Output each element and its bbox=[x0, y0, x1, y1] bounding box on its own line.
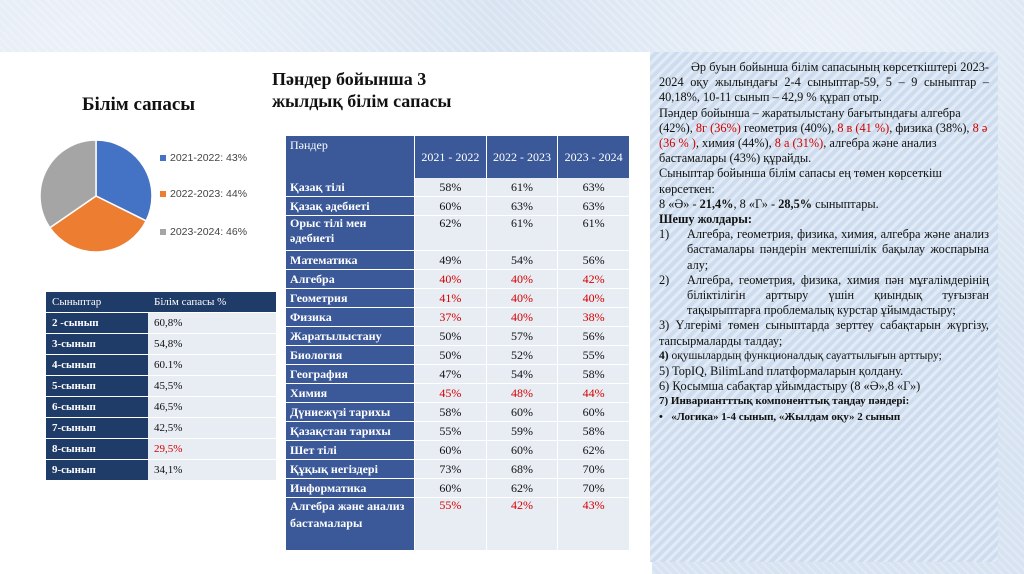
subject-name: Құқық негіздері bbox=[286, 460, 415, 479]
value-cell: 49% bbox=[415, 251, 487, 270]
solution-item: 3) Үлгерімі төмен сыныптарда зерттеу сабақтарын жүргізу, тапсырмаларды талдау; bbox=[659, 318, 989, 348]
value-cell: 38% bbox=[558, 308, 630, 327]
subject-name: Математика bbox=[286, 251, 415, 270]
column-header: 2022 - 2023 bbox=[486, 136, 558, 178]
value-cell: 52% bbox=[486, 346, 558, 365]
value-cell: 61% bbox=[486, 216, 558, 251]
legend-swatch bbox=[160, 229, 166, 235]
table-row bbox=[46, 460, 276, 481]
subject-name: Химия bbox=[286, 384, 415, 403]
legend-swatch bbox=[160, 155, 166, 161]
solution-item: • «Логика» 1-4 сынып, «Жылдам оқу» 2 сынып bbox=[659, 410, 901, 423]
table-row bbox=[286, 216, 630, 251]
grade-name: 7-сынып bbox=[46, 418, 148, 439]
table-row bbox=[286, 384, 630, 403]
column-header: Пәндер bbox=[286, 136, 415, 178]
lowest-classes: 8 «Ә» - 21,4%, 8 «Г» - 28,5% сыныптары. bbox=[659, 196, 879, 211]
table-row bbox=[286, 479, 630, 498]
value-cell: 63% bbox=[558, 197, 630, 216]
value-cell: 62% bbox=[486, 479, 558, 498]
value-cell: 60% bbox=[415, 197, 487, 216]
summary-text bbox=[659, 60, 989, 425]
table-header-row bbox=[46, 292, 276, 313]
grade-value: 60.1% bbox=[148, 355, 276, 376]
grade-name: 8-сынып bbox=[46, 439, 148, 460]
value-cell: 40% bbox=[415, 270, 487, 289]
value-cell: 43% bbox=[558, 498, 630, 551]
value-cell: 61% bbox=[486, 178, 558, 197]
value-cell: 58% bbox=[415, 178, 487, 197]
grade-value: 54,8% bbox=[148, 334, 276, 355]
solution-item: 7) Инвариантттық компоненттық таңдау пәндері: bbox=[659, 395, 910, 408]
grade-name: 3-сынып bbox=[46, 334, 148, 355]
value-cell: 40% bbox=[486, 270, 558, 289]
value-cell: 55% bbox=[558, 346, 630, 365]
column-header: 2021 - 2022 bbox=[415, 136, 487, 178]
value-cell: 60% bbox=[486, 403, 558, 422]
legend-item-2023-2024: 2023-2024: 46% bbox=[160, 226, 247, 238]
column-header: Білім сапасы % bbox=[148, 292, 276, 313]
subject-name: Биология bbox=[286, 346, 415, 365]
legend-item-2021-2022: 2021-2022: 43% bbox=[160, 152, 247, 164]
table-row bbox=[286, 460, 630, 479]
table-row bbox=[286, 441, 630, 460]
value-cell: 42% bbox=[558, 270, 630, 289]
value-cell: 61% bbox=[558, 216, 630, 251]
value-cell: 56% bbox=[558, 251, 630, 270]
table-row bbox=[286, 327, 630, 346]
value-cell: 42% bbox=[486, 498, 558, 551]
legend-item-2022-2023: 2022-2023: 44% bbox=[160, 188, 247, 200]
value-cell: 54% bbox=[486, 251, 558, 270]
subject-name: География bbox=[286, 365, 415, 384]
value-cell: 55% bbox=[415, 422, 487, 441]
value-cell: 73% bbox=[415, 460, 487, 479]
subject-name: Шет тілі bbox=[286, 441, 415, 460]
grade-value: 34,1% bbox=[148, 460, 276, 481]
subject-name: Алгебра bbox=[286, 270, 415, 289]
grade-value: 42,5% bbox=[148, 418, 276, 439]
table-row bbox=[286, 251, 630, 270]
subject-name: Информатика bbox=[286, 479, 415, 498]
legend-swatch bbox=[160, 191, 166, 197]
value-cell: 45% bbox=[415, 384, 487, 403]
grade-name: 2 -сынып bbox=[46, 313, 148, 334]
table-row bbox=[286, 270, 630, 289]
subjects-paragraph: Пәндер бойынша – жаратылыстану бағытындағы алгебра (42%), 8г (36%) геометрия (40%), 8 в (41 %), физика (38%), 8 ә (36 % ), химия (44%), 8 а (31%), алгебра және анализ бастамалары (43%) құрайды. bbox=[659, 105, 988, 166]
table-header-row bbox=[286, 136, 630, 178]
value-cell: 62% bbox=[558, 441, 630, 460]
value-cell: 70% bbox=[558, 460, 630, 479]
value-cell: 41% bbox=[415, 289, 487, 308]
subject-name: Жаратылыстану bbox=[286, 327, 415, 346]
solution-item: 2) Алгебра, геометрия, физика, химия пән мұғалімдерінің біліктілігін арттыру үшін қиындық туғызған тақырыптарға проблемалық курстар ұйымдастыру; bbox=[659, 272, 989, 318]
subject-name: Дүниежүзі тарихы bbox=[286, 403, 415, 422]
value-cell: 70% bbox=[558, 479, 630, 498]
value-cell: 63% bbox=[558, 178, 630, 197]
subject-name: Физика bbox=[286, 308, 415, 327]
table-row bbox=[46, 397, 276, 418]
table-row bbox=[286, 403, 630, 422]
grade-value: 46,5% bbox=[148, 397, 276, 418]
solutions-heading: Шешу жолдары: bbox=[659, 212, 752, 227]
value-cell: 62% bbox=[415, 216, 487, 251]
grades-quality-table bbox=[46, 292, 276, 481]
value-cell: 60% bbox=[415, 479, 487, 498]
table-row bbox=[46, 418, 276, 439]
table-row bbox=[46, 355, 276, 376]
table-row bbox=[286, 498, 630, 551]
grade-name: 5-сынып bbox=[46, 376, 148, 397]
summary-paragraph: Әр буын бойынша білім сапасының көрсеткіштері 2023-2024 оқу жылындағы 2-4 сыныптар-59, 5 – 9 сыныптар – 40,18%, 10-11 сынып – 42,9 % құрап отыр. bbox=[659, 60, 989, 105]
table-row bbox=[286, 178, 630, 197]
lowest-paragraph: Сыныптар бойынша білім сапасы ең төмен көрсеткіш көрсеткен: bbox=[659, 166, 942, 196]
table-row bbox=[46, 376, 276, 397]
table-row bbox=[286, 346, 630, 365]
value-cell: 60% bbox=[486, 441, 558, 460]
column-header: Сыныптар bbox=[46, 292, 148, 313]
solution-item: 4) оқушылардың функционалдық сауаттылығын арттыру; bbox=[659, 349, 942, 362]
value-cell: 40% bbox=[558, 289, 630, 308]
subject-name: Қазақ тілі bbox=[286, 178, 415, 197]
pie-chart bbox=[38, 138, 154, 254]
value-cell: 37% bbox=[415, 308, 487, 327]
value-cell: 63% bbox=[486, 197, 558, 216]
table-row bbox=[286, 308, 630, 327]
pie-chart-title: Білім сапасы bbox=[82, 94, 196, 115]
value-cell: 47% bbox=[415, 365, 487, 384]
grade-name: 6-сынып bbox=[46, 397, 148, 418]
value-cell: 60% bbox=[415, 441, 487, 460]
value-cell: 44% bbox=[558, 384, 630, 403]
solution-item: 1) Алгебра, геометрия, физика, химия, алгебра және анализ бастамалары пәндерін мектепшілік бақылау жоспарына алу; bbox=[659, 227, 989, 272]
value-cell: 40% bbox=[486, 289, 558, 308]
value-cell: 56% bbox=[558, 327, 630, 346]
subject-name: Алгебра және анализ бастамалары bbox=[286, 498, 415, 551]
subjects-quality-table bbox=[286, 136, 630, 551]
grade-value: 60,8% bbox=[148, 313, 276, 334]
value-cell: 58% bbox=[558, 422, 630, 441]
value-cell: 60% bbox=[558, 403, 630, 422]
table-row bbox=[286, 197, 630, 216]
table-row bbox=[46, 334, 276, 355]
value-cell: 55% bbox=[415, 498, 487, 551]
value-cell: 50% bbox=[415, 327, 487, 346]
subject-name: Орыс тілі мен әдебиеті bbox=[286, 216, 415, 251]
grade-name: 9-сынып bbox=[46, 460, 148, 481]
value-cell: 57% bbox=[486, 327, 558, 346]
table-row bbox=[46, 439, 276, 460]
grade-value: 45,5% bbox=[148, 376, 276, 397]
table-row bbox=[286, 365, 630, 384]
table-row bbox=[46, 313, 276, 334]
table-row bbox=[286, 289, 630, 308]
grade-value: 29,5% bbox=[148, 439, 276, 460]
value-cell: 54% bbox=[486, 365, 558, 384]
value-cell: 59% bbox=[486, 422, 558, 441]
column-header: 2023 - 2024 bbox=[558, 136, 630, 178]
page-title: Пәндер бойынша 3 жылдық білім сапасы bbox=[272, 69, 452, 111]
value-cell: 48% bbox=[486, 384, 558, 403]
value-cell: 50% bbox=[415, 346, 487, 365]
value-cell: 58% bbox=[558, 365, 630, 384]
subject-name: Қазақ әдебиеті bbox=[286, 197, 415, 216]
grade-name: 4-сынып bbox=[46, 355, 148, 376]
subject-name: Қазақстан тарихы bbox=[286, 422, 415, 441]
value-cell: 58% bbox=[415, 403, 487, 422]
value-cell: 68% bbox=[486, 460, 558, 479]
value-cell: 40% bbox=[486, 308, 558, 327]
solution-item: 5) TopIQ, BilimLand платформаларын қолдану. bbox=[659, 364, 904, 379]
table-row bbox=[286, 422, 630, 441]
subject-name: Геометрия bbox=[286, 289, 415, 308]
solution-item: 6) Қосымша сабақтар ұйымдастыру (8 «Ә»,8 «Г») bbox=[659, 379, 921, 394]
